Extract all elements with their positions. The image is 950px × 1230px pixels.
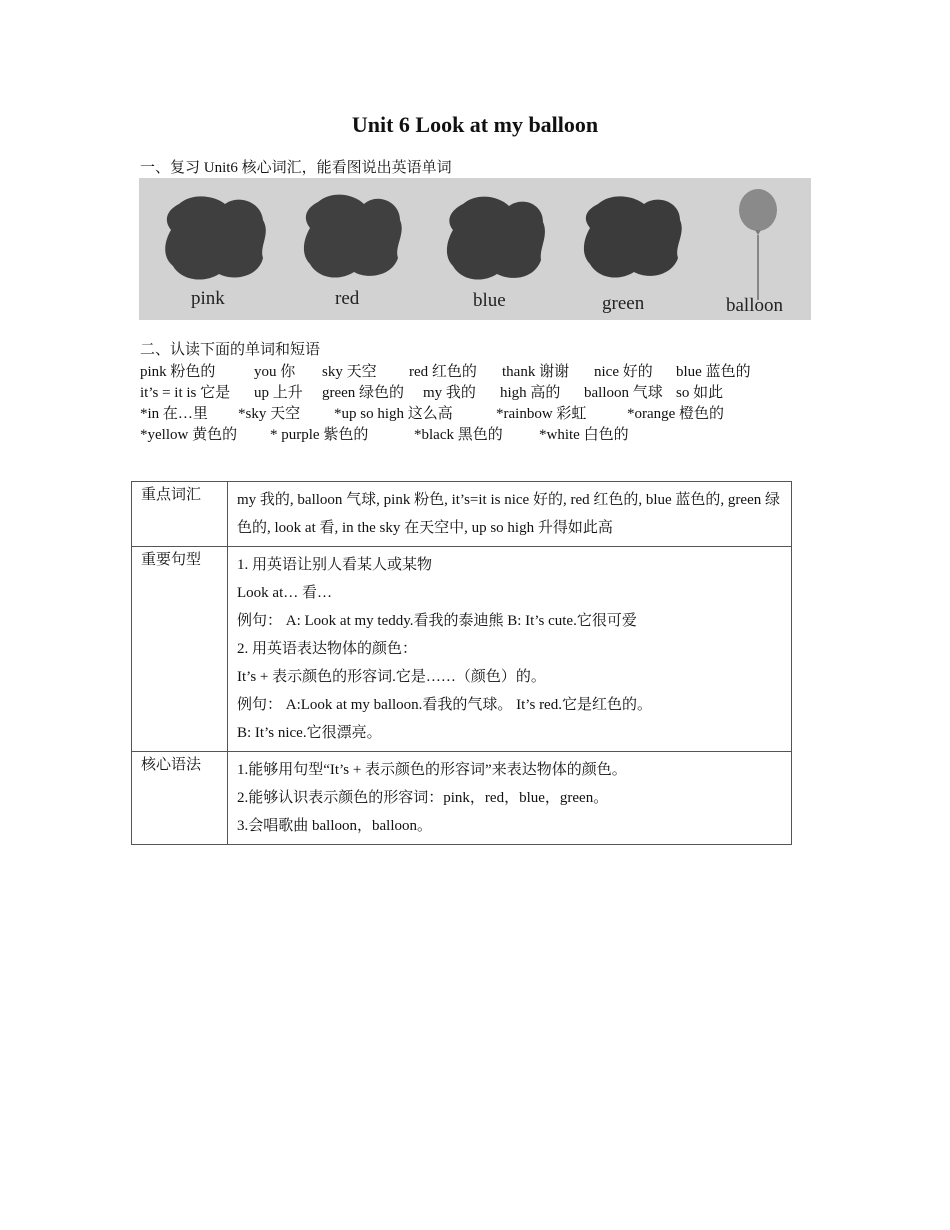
picture-strip	[139, 178, 811, 320]
ink-blob-icon	[159, 190, 271, 286]
row-header-core-grammar: 核心语法	[132, 752, 228, 845]
vocab-item: *orange 橙色的	[627, 406, 725, 422]
section-2-heading: 二、认读下面的单词和短语	[140, 342, 321, 358]
row-line: Look at… 看…	[237, 585, 332, 601]
row-line: 2.能够认识表示颜色的形容词：pink，red，blue，green。	[237, 790, 609, 806]
row-line: 2. 用英语表达物体的颜色：	[237, 641, 418, 657]
row-line: 3.会唱歌曲 balloon，balloon。	[237, 818, 432, 834]
row-line: 例句： A:Look at my balloon.看我的气球。 It’s red.它是红色的。	[237, 697, 652, 713]
vocab-list	[140, 362, 840, 446]
row-line: 例句： A: Look at my teddy.看我的泰迪熊 B: It’s cute.它很可爱	[237, 613, 637, 629]
row-header-key-sentences: 重要句型	[132, 547, 228, 752]
vocab-item: blue 蓝色的	[676, 364, 751, 380]
table-row	[132, 547, 792, 752]
vocab-item: balloon 气球	[584, 385, 663, 401]
summary-table	[131, 481, 792, 845]
vocab-item: you 你	[254, 364, 296, 380]
vocab-item: *black 黑色的	[414, 427, 503, 443]
ink-blob-icon	[296, 186, 408, 286]
picture-label-balloon: balloon	[726, 295, 783, 316]
row-line: 1.能够用句型“It’s + 表示颜色的形容词”来表达物体的颜色。	[237, 762, 627, 778]
row-line: 1. 用英语让别人看某人或某物	[237, 557, 433, 573]
balloon-icon	[736, 186, 780, 302]
vocab-item: sky 天空	[322, 364, 377, 380]
vocab-item: *in 在…里	[140, 406, 208, 422]
vocab-item: *white 白色的	[539, 427, 629, 443]
vocab-item: *up so high 这么高	[334, 406, 453, 422]
picture-label-red: red	[335, 288, 360, 309]
row-body-key-vocabulary	[228, 482, 792, 547]
vocab-item: * purple 紫色的	[270, 427, 369, 443]
vocab-item: *yellow 黄色的	[140, 427, 238, 443]
vocab-item: my 我的	[423, 385, 476, 401]
vocab-line	[140, 404, 840, 425]
row-header-key-vocabulary: 重点词汇	[132, 482, 228, 547]
vocab-item: it’s = it is 它是	[140, 385, 231, 401]
row-line: B: It’s nice.它很漂亮。	[237, 725, 382, 741]
table-row	[132, 752, 792, 845]
picture-label-blue: blue	[473, 290, 506, 311]
vocab-item: green 绿色的	[322, 385, 405, 401]
vocab-item: nice 好的	[594, 364, 653, 380]
vocab-item: pink 粉色的	[140, 364, 216, 380]
vocab-item: high 高的	[500, 385, 561, 401]
row-line: It’s + 表示颜色的形容词.它是……（颜色）的。	[237, 669, 546, 685]
vocab-item: red 红色的	[409, 364, 477, 380]
vocab-item: so 如此	[676, 385, 724, 401]
vocab-line	[140, 425, 840, 446]
picture-label-pink: pink	[191, 288, 225, 309]
ink-blob-icon	[576, 188, 688, 284]
vocab-item: thank 谢谢	[502, 364, 570, 380]
vocab-line	[140, 383, 840, 404]
vocab-item: *rainbow 彩虹	[496, 406, 587, 422]
page-title: Unit 6 Look at my balloon	[351, 112, 599, 137]
vocab-item: up 上升	[254, 385, 303, 401]
ink-blob-icon	[439, 190, 551, 286]
row-line: my 我的, balloon 气球, pink 粉色, it’s=it is nice 好的, red 红色的, blue 蓝色的, green 绿色的, look at 看, in the sky 在天空中, up so high 升得如此高	[237, 492, 780, 536]
section-1-heading: 一、复习 Unit6 核心词汇，能看图说出英语单词	[140, 160, 452, 176]
vocab-line	[140, 362, 840, 383]
row-body-core-grammar	[228, 752, 792, 845]
table-row	[132, 482, 792, 547]
vocab-item: *sky 天空	[238, 406, 301, 422]
row-body-key-sentences	[228, 547, 792, 752]
picture-label-green: green	[602, 293, 645, 314]
